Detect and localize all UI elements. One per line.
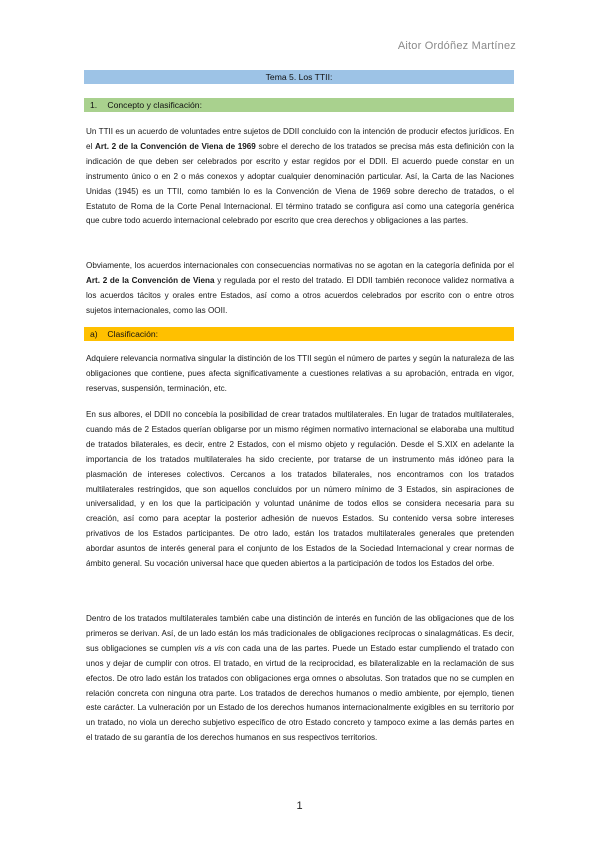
paragraph-text: Dentro de los tratados multilaterales también cabe una distinción de interés en función de las obligaciones que de los primeros se derivan. Así, de un lado están los más tradicionales de obligaciones recíprocas o sinalagmáticas. Es decir, sus obligaciones se cumplen: [86, 614, 514, 653]
paragraph-text: sobre el derecho de los tratados se precisa más esta definición con la indicación de que deben ser celebrados por escrito y estar regidos por el DDII. El acuerdo puede constar en un instrumento único o en 2 o más conexos y adoptar cualquier denominación particular. Así, la Carta de las Naciones Unidas (1945) es un TTII, como también lo es la Convención de Viena de 1969 sobre derecho de tratados, o el Estatuto de Roma de la Corte Penal Internacional. El término tratado se configura así como una categoría genérica que cubre todo acuerdo internacional celebrado por escrito que crea derechos y obligaciones a las partes.: [86, 141, 514, 226]
section-heading-concepto: [84, 98, 514, 112]
subsection-letter: a): [90, 329, 98, 339]
paragraph-text: Un TTII es un acuerdo de voluntades entre sujetos de DDII concluido con la intención de producir efectos jurídicos. En el: [86, 127, 514, 151]
document-title: Tema 5. Los TTII:: [84, 70, 514, 84]
paragraph-definition: [86, 125, 514, 229]
subsection-heading-clasificacion: [84, 327, 514, 341]
subsection-label: Clasificación:: [107, 329, 159, 339]
italic-term: vis a vis: [194, 643, 225, 653]
paragraph-text: Obviamente, los acuerdos internacionales con consecuencias normativas no se agotan en la categoría definida por el: [86, 261, 514, 270]
section-label: Concepto y clasificación:: [107, 100, 202, 110]
paragraph-multilaterales: En sus albores, el DDII no concebía la posibilidad de crear tratados multilaterales. En lugar de tratados multilaterales, cuando más de 2 Estados querían obligarse por un mismo régimen normativo internacional se elaboraba una multitud de tratados bilaterales, es decir, entre 2 Estados, con el mismo objeto y regulación. Desde el S.XIX en adelante la importancia de los tratados multilaterales ha sido creciente, por tratarse de un instrumento más idóneo para la plasmación de intereses colectivos. Cercanos a los tratados bilaterales, nos encontramos con los tratados multilaterales restringidos, que son aquellos concluidos por un número mínimo de 3 Estados, sin aspiraciones de universalidad, y en los que la participación y voluntad unánime de todos ellos se considera necesaria para su creación, así como para aceptar la posterior adhesión de nuevos Estados. Su contenido versa sobre intereses privativos de los Estados participantes. De otro lado, están los tratados multilaterales generales que pretenden abordar asuntos de interés general para el conjunto de los Estados de la Sociedad Internacional y crear normas de ámbito general. Su vocación universal hace que queden abiertos a la participación de todos los Estados del orbe.: [86, 410, 514, 569]
paragraph-acuerdos: [86, 259, 514, 319]
document-author: Aitor Ordóñez Martínez: [397, 40, 516, 52]
section-number: 1.: [90, 100, 98, 110]
paragraph-obligaciones: [86, 612, 514, 746]
article-reference: Art. 2 de la Convención de Viena de 1969: [94, 141, 256, 151]
paragraph-text: y regulada por el resto del tratado. El DDII también reconoce validez normativa a los acuerdos tácitos y orales entre Estados, así como a otros acuerdos celebrados por escrito con o entre otros sujetos internacionales, como las OOII.: [86, 275, 514, 315]
article-reference: Art. 2 de la Convención de Viena: [86, 275, 215, 285]
paragraph-text: con cada una de las partes. Puede un Estado estar cumpliendo el tratado con unos y dejar de cumplir con otros. El tratado, en virtud de la reciprocidad, es bilateralizable en la reclamación de sus efectos. De otro lado están los tratados con obligaciones erga omnes o absolutas. Son tratados que no se cumplen en relación concreta con ninguna otra parte. Los tratados de derechos humanos o medio ambiente, por ejemplo, tienen este carácter. La vulneración por un Estado de los derechos humanos internacionalmente exigibles en su territorio por un tratado, no viola un derecho subjetivo específico de otro Estado concreto y tampoco exime a las demás partes en el tratado de su garantía de los derechos humanos en sus respectivos territorios.: [86, 643, 514, 743]
paragraph-relevancia: Adquiere relevancia normativa singular la distinción de los TTII según el número de partes y según la naturaleza de las obligaciones que contiene, pues afecta significativamente a cuestiones relativas a su aprobación, entrada en vigor, reservas, suspensión, terminación, etc.: [86, 354, 515, 393]
page-number: 1: [296, 800, 303, 812]
